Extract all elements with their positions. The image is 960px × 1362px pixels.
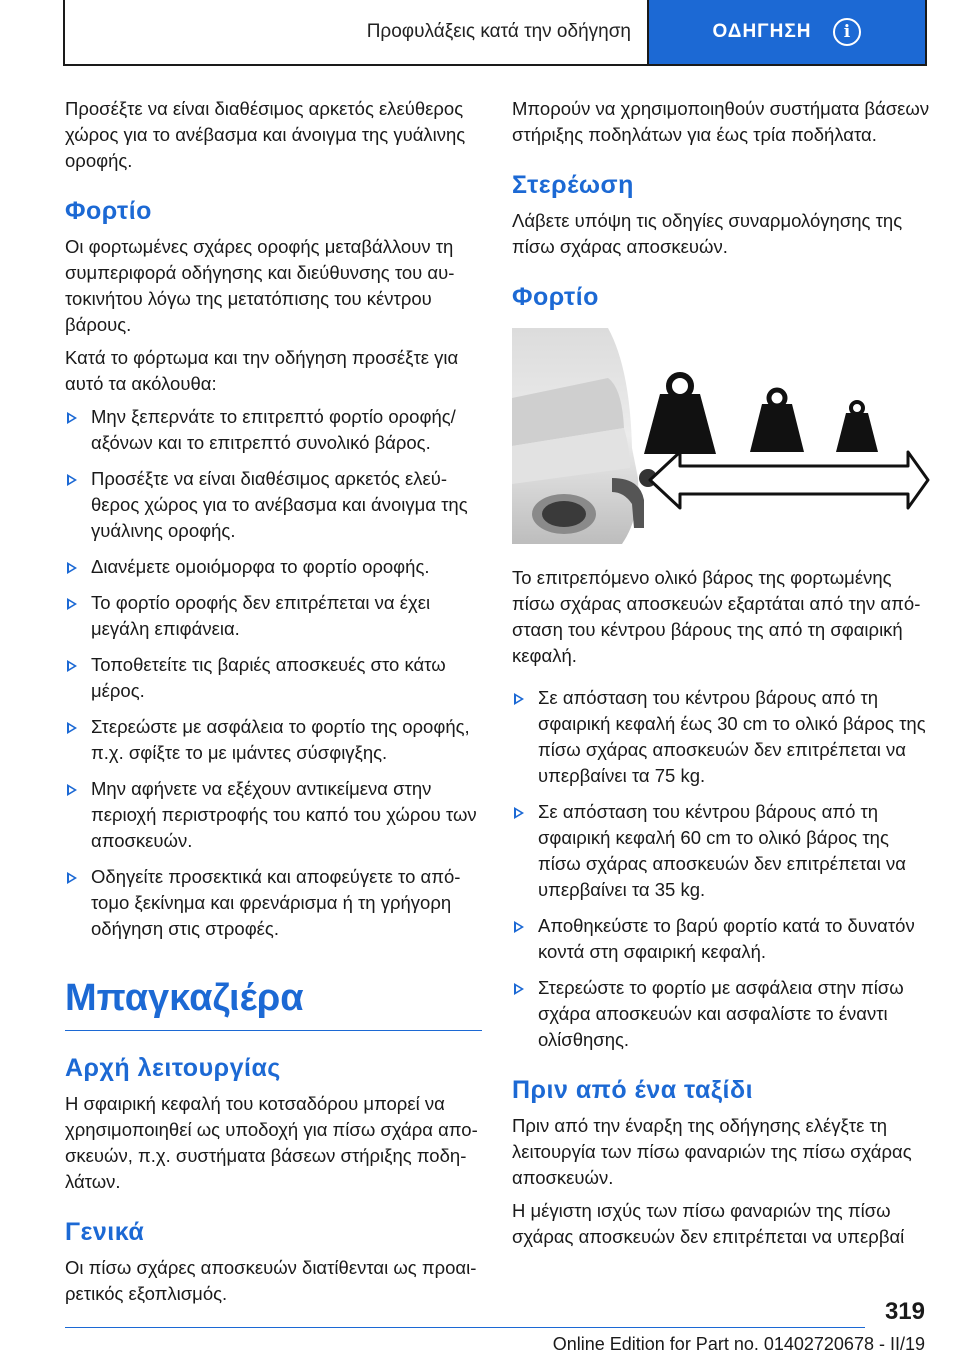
paragraph: Μπορούν να χρησιμοποιηθούν συστήματα βάσεων στήριξης ποδηλάτων για έως τρία ποδήλατα. bbox=[512, 98, 930, 145]
info-icon[interactable]: i bbox=[833, 18, 861, 46]
bullet-triangle-icon bbox=[514, 921, 524, 933]
header-section-tab[interactable] bbox=[647, 0, 925, 64]
paragraph: Η σφαιρική κεφαλή του κοτσαδόρου μπορεί να χρησιμοποιηθεί ως υποδοχή για πίσω σχάρα αποσκευών, π.χ. συστήματα βάσεων στήριξης ποδηλάτων. bbox=[65, 1093, 478, 1192]
list-item: Τοποθετείτε τις βαριές αποσκευές στο κάτω μέρος. bbox=[65, 652, 482, 704]
paragraph: Η μέγιστη ισχύς των πίσω φαναριών της πίσω σχάρας αποσκευών δεν επιτρέπεται να υπερβαί bbox=[512, 1200, 905, 1247]
heading-load: Φορτίο bbox=[65, 197, 152, 225]
heading-principle: Αρχή λειτουργίας bbox=[65, 1054, 281, 1082]
bullet-triangle-icon bbox=[67, 412, 77, 424]
paragraph: Προσέξτε να είναι διαθέσιμος αρκετός ελεύθερος χώρος για το ανέβασμα και άνοιγμα της γυάλινης οροφής. bbox=[65, 98, 466, 171]
rear-carrier-load-illustration bbox=[512, 328, 930, 544]
heading-general: Γενικά bbox=[65, 1218, 145, 1246]
paragraph: Πριν από την έναρξη της οδήγησης ελέγξτε τη λειτουργία των πίσω φαναριών της πίσω σχάρας αποσκευών. bbox=[512, 1115, 912, 1188]
page-header bbox=[63, 0, 927, 66]
list-item: Το φορτίο οροφής δεν επιτρέπεται να έχει μεγάλη επιφάνεια. bbox=[65, 590, 482, 642]
bullet-triangle-icon bbox=[514, 693, 524, 705]
list-item: Σε απόσταση του κέντρου βάρους από τη σφαιρική κεφαλή έως 30 cm το ολικό βάρος της πίσω σχάρας αποσκευών δεν επιτρέπεται να υπερβαίνει τα 75 kg. bbox=[512, 685, 930, 789]
bullet-triangle-icon bbox=[67, 722, 77, 734]
bullet-list bbox=[512, 685, 930, 1053]
list-item: Στερεώστε με ασφάλεια το φορτίο της οροφής, π.χ. σφίξτε το με ιμάντες σύσφιγξης. bbox=[65, 714, 482, 766]
bullet-triangle-icon bbox=[67, 660, 77, 672]
list-item: Προσέξτε να είναι διαθέσιμος αρκετός ελεύθερος χώρος για το ανέβασμα και άνοιγμα της γυάλινης οροφής. bbox=[65, 466, 482, 544]
header-title: Προφυλάξεις κατά την οδήγηση bbox=[366, 21, 631, 42]
list-item: Στερεώστε το φορτίο με ασφάλεια στην πίσω σχάρα αποσκευών και ασφαλίστε το έναντι ολίσθησης. bbox=[512, 975, 930, 1053]
list-item: Σε απόσταση του κέντρου βάρους από τη σφαιρική κεφαλή 60 cm το ολικό βάρος της πίσω σχάρας αποσκευών δεν επιτρέπεται να υπερβαίνει τα 35 kg. bbox=[512, 799, 930, 903]
bullet-triangle-icon bbox=[67, 562, 77, 574]
footer-divider bbox=[65, 1327, 865, 1328]
heading-fixing: Στερέωση bbox=[512, 171, 634, 199]
bullet-triangle-icon bbox=[67, 474, 77, 486]
header-section-label: ΟΔΗΓΗΣΗ bbox=[712, 21, 812, 42]
right-column bbox=[512, 96, 930, 1257]
footer-edition: Online Edition for Part no. 01402720678 - II/19 bbox=[552, 1334, 925, 1354]
bullet-triangle-icon bbox=[514, 807, 524, 819]
bullet-list bbox=[65, 404, 482, 942]
list-item: Αποθηκεύστε το βαρύ φορτίο κατά το δυνατόν κοντά στη σφαιρική κεφαλή. bbox=[512, 913, 930, 965]
list-item: Διανέμετε ομοιόμορφα το φορτίο οροφής. bbox=[65, 554, 482, 580]
list-item: Οδηγείτε προσεκτικά και αποφεύγετε το απότομο ξεκίνημα και φρενάρισμα ή τη γρήγορη οδήγηση στις στροφές. bbox=[65, 864, 482, 942]
paragraph: Οι φορτωμένες σχάρες οροφής μεταβάλλουν τη συμπεριφορά οδήγησης και διεύθυνσης του αυτοκινήτου λόγω της μετατόπισης του κέντρου βάρους. bbox=[65, 236, 455, 335]
heading-before-trip: Πριν από ένα ταξίδι bbox=[512, 1076, 754, 1104]
paragraph: Κατά το φόρτωμα και την οδήγηση προσέξτε για αυτό τα ακόλουθα: bbox=[65, 347, 459, 394]
paragraph: Το επιτρεπόμενο ολικό βάρος της φορτωμένης πίσω σχάρας αποσκευών εξαρτάται από την απόσταση του κέντρου βάρους της από τη σφαιρική κεφαλή. bbox=[512, 567, 921, 666]
chapter-heading: Μπαγκαζιέρα bbox=[65, 976, 482, 1031]
paragraph: Οι πίσω σχάρες αποσκευών διατίθενται ως προαιρετικός εξοπλισμός. bbox=[65, 1257, 477, 1304]
paragraph: Λάβετε υπόψη τις οδηγίες συναρμολόγησης της πίσω σχάρας αποσκευών. bbox=[512, 210, 903, 257]
left-column bbox=[65, 96, 482, 1314]
list-item: Μην ξεπερνάτε το επιτρεπτό φορτίο οροφής/ αξόνων και το επιτρεπτό συνολικό βάρος. bbox=[65, 404, 482, 456]
bullet-triangle-icon bbox=[67, 872, 77, 884]
bullet-triangle-icon bbox=[514, 983, 524, 995]
list-item: Μην αφήνετε να εξέχουν αντικείμενα στην περιοχή περιστροφής του καπό του χώρου των αποσκευών. bbox=[65, 776, 482, 854]
page-number: 319 bbox=[884, 1298, 925, 1325]
heading-load: Φορτίο bbox=[512, 283, 599, 311]
bullet-triangle-icon bbox=[67, 784, 77, 796]
bullet-triangle-icon bbox=[67, 598, 77, 610]
